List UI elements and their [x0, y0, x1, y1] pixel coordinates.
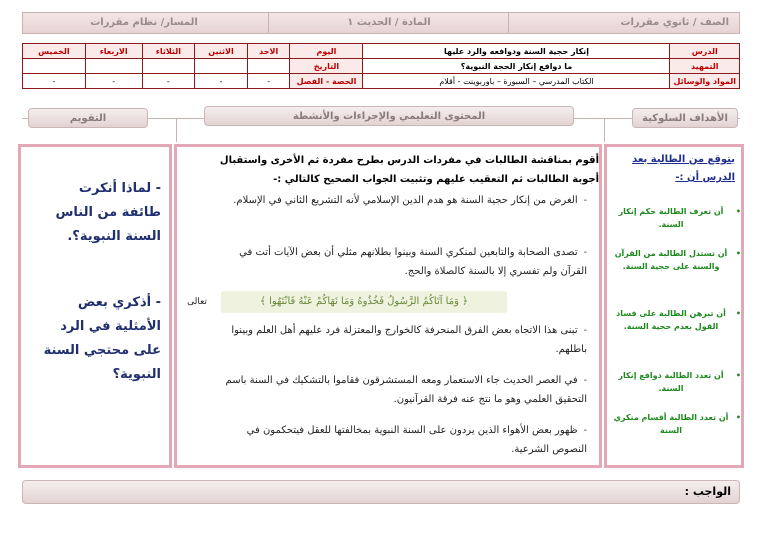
period-cell: - — [247, 74, 290, 89]
bullet-icon: • — [735, 207, 741, 216]
objectives-header: الأهداف السلوكية — [632, 108, 738, 128]
objectives-column — [604, 144, 744, 468]
day-sun: الاحد — [247, 44, 290, 59]
subject-label: المادة / الحديث ١ — [347, 17, 431, 28]
content-paragraph: -في العصر الحديث جاء الاستعمار ومعه المستشرقون فقاموا بالتشكيك في السنة باسم التحقيق العلمي وهو ما نتج عنه فرقة القرآنيون. — [225, 375, 587, 405]
header-divider — [176, 118, 177, 142]
materials-label: المواد والوسائل — [670, 74, 740, 89]
content-paragraph: -تبنى هذا الاتجاه بعض الفرق المنحرفة كالخوارج والمعتزلة فرد عليهم أهل العلم وبينوا باطلهم. — [231, 325, 587, 355]
bullet-icon: • — [735, 249, 741, 258]
objectives-title: يتوقع من الطالبة بعد الدرس أن :- — [632, 154, 735, 183]
assessment-question: - أذكري بعض الأمثلية في الرد على محتجي السنة النبوية؟ — [43, 295, 161, 382]
content-paragraph: -ظهور بعض الأهواء الذين يردون على السنة النبوية بمخالفتها للعقل فيتحكمون في النصوص الشرعية. — [246, 425, 587, 455]
bullet-icon: • — [735, 371, 741, 380]
intro-label: التمهيد — [670, 59, 740, 74]
period-cell: - — [195, 74, 248, 89]
period-cell: - — [142, 74, 194, 89]
objective-item: • أن تبرهن الطالبة على فساد القول بعدم حجية السنة. — [616, 309, 741, 331]
day-tue: الثلاثاء — [142, 44, 194, 59]
period-cell: - — [85, 74, 142, 89]
content-header: المحتوى التعليمي والإجراءات والأنشطة — [204, 106, 574, 126]
homework-label: الواجب : — [684, 485, 731, 498]
track-label: المسار/ نظام مقررات — [90, 17, 198, 28]
content-paragraph: -الغرض من إنكار حجية السنة هو هدم الدين الإسلامي لأنه التشريع الثاني في الإسلام. — [233, 195, 587, 206]
header-band — [22, 12, 740, 34]
divider — [268, 13, 269, 33]
objective-item: • أن تعرف الطالبة حكم إنكار السنة. — [618, 207, 741, 229]
day-thu: الخميس — [23, 44, 86, 59]
day-wed: الاربعاء — [85, 44, 142, 59]
header-divider — [604, 118, 605, 142]
homework-bar — [22, 480, 740, 504]
date-cell — [142, 59, 194, 74]
day-label: اليوم — [290, 44, 363, 59]
objective-item: • أن تستدل الطالبة من القرآن والسنة على حجية السنة. — [614, 249, 741, 271]
objective-item: • أن تعدد الطالبة أقسام منكري السنة — [613, 413, 741, 435]
date-cell — [23, 59, 86, 74]
taala-label: تعالى — [187, 297, 207, 307]
content-intro: أقوم بمناقشة الطالبات في مفردات الدرس بطرح مفردة ثم الأخرى واستقبال أجوبة الطالبات ثم التعقيب عليهم وتثبيت الجواب الصحيح كالتالي :- — [219, 155, 599, 185]
day-mon: الاثنين — [195, 44, 248, 59]
content-paragraph: -تصدى الصحابة والتابعين لمنكري السنة وبينوا بطلانهم مثلي أن بعض الآيات أتت في القرآن ولم تفسري إلا بالسنة كالصلاة والحج. — [239, 247, 587, 277]
period-cell: - — [23, 74, 86, 89]
date-cell — [195, 59, 248, 74]
assessment-question: - لماذا أنكرت طائفة من الناس السنة النبوية؟. — [55, 181, 161, 244]
content-column — [174, 144, 602, 468]
intro-value: ما دوافع إنكار الحجة النبوية؟ — [363, 59, 670, 74]
grade-label: الصف / ثانوي مقررات — [620, 17, 729, 28]
lesson-label: الدرس — [670, 44, 740, 59]
date-cell — [247, 59, 290, 74]
lesson-value: إنكار حجية السنة ودوافعه والرد عليها — [363, 44, 670, 59]
quran-verse: ﴿ وَمَا آتَاكُمُ الرَّسُولُ فَخُذُوهُ وَمَا نَهَاكُمْ عَنْهُ فَانْتَهُوا ﴾ — [221, 291, 507, 313]
date-label: التاريخ — [290, 59, 363, 74]
assessment-header: التقويم — [28, 108, 148, 128]
bullet-icon: • — [735, 309, 741, 318]
materials-value: الكتاب المدرسي – السبورة – باوربوينت - أقلام — [363, 74, 670, 89]
period-label: الحصة - الفصل — [290, 74, 363, 89]
bullet-icon: • — [735, 413, 741, 422]
lesson-info-table — [22, 43, 740, 89]
objective-item: • أن تعدد الطالبة دوافع إنكار السنة. — [618, 371, 741, 393]
assessment-column — [18, 144, 172, 468]
date-cell — [85, 59, 142, 74]
divider — [508, 13, 509, 33]
